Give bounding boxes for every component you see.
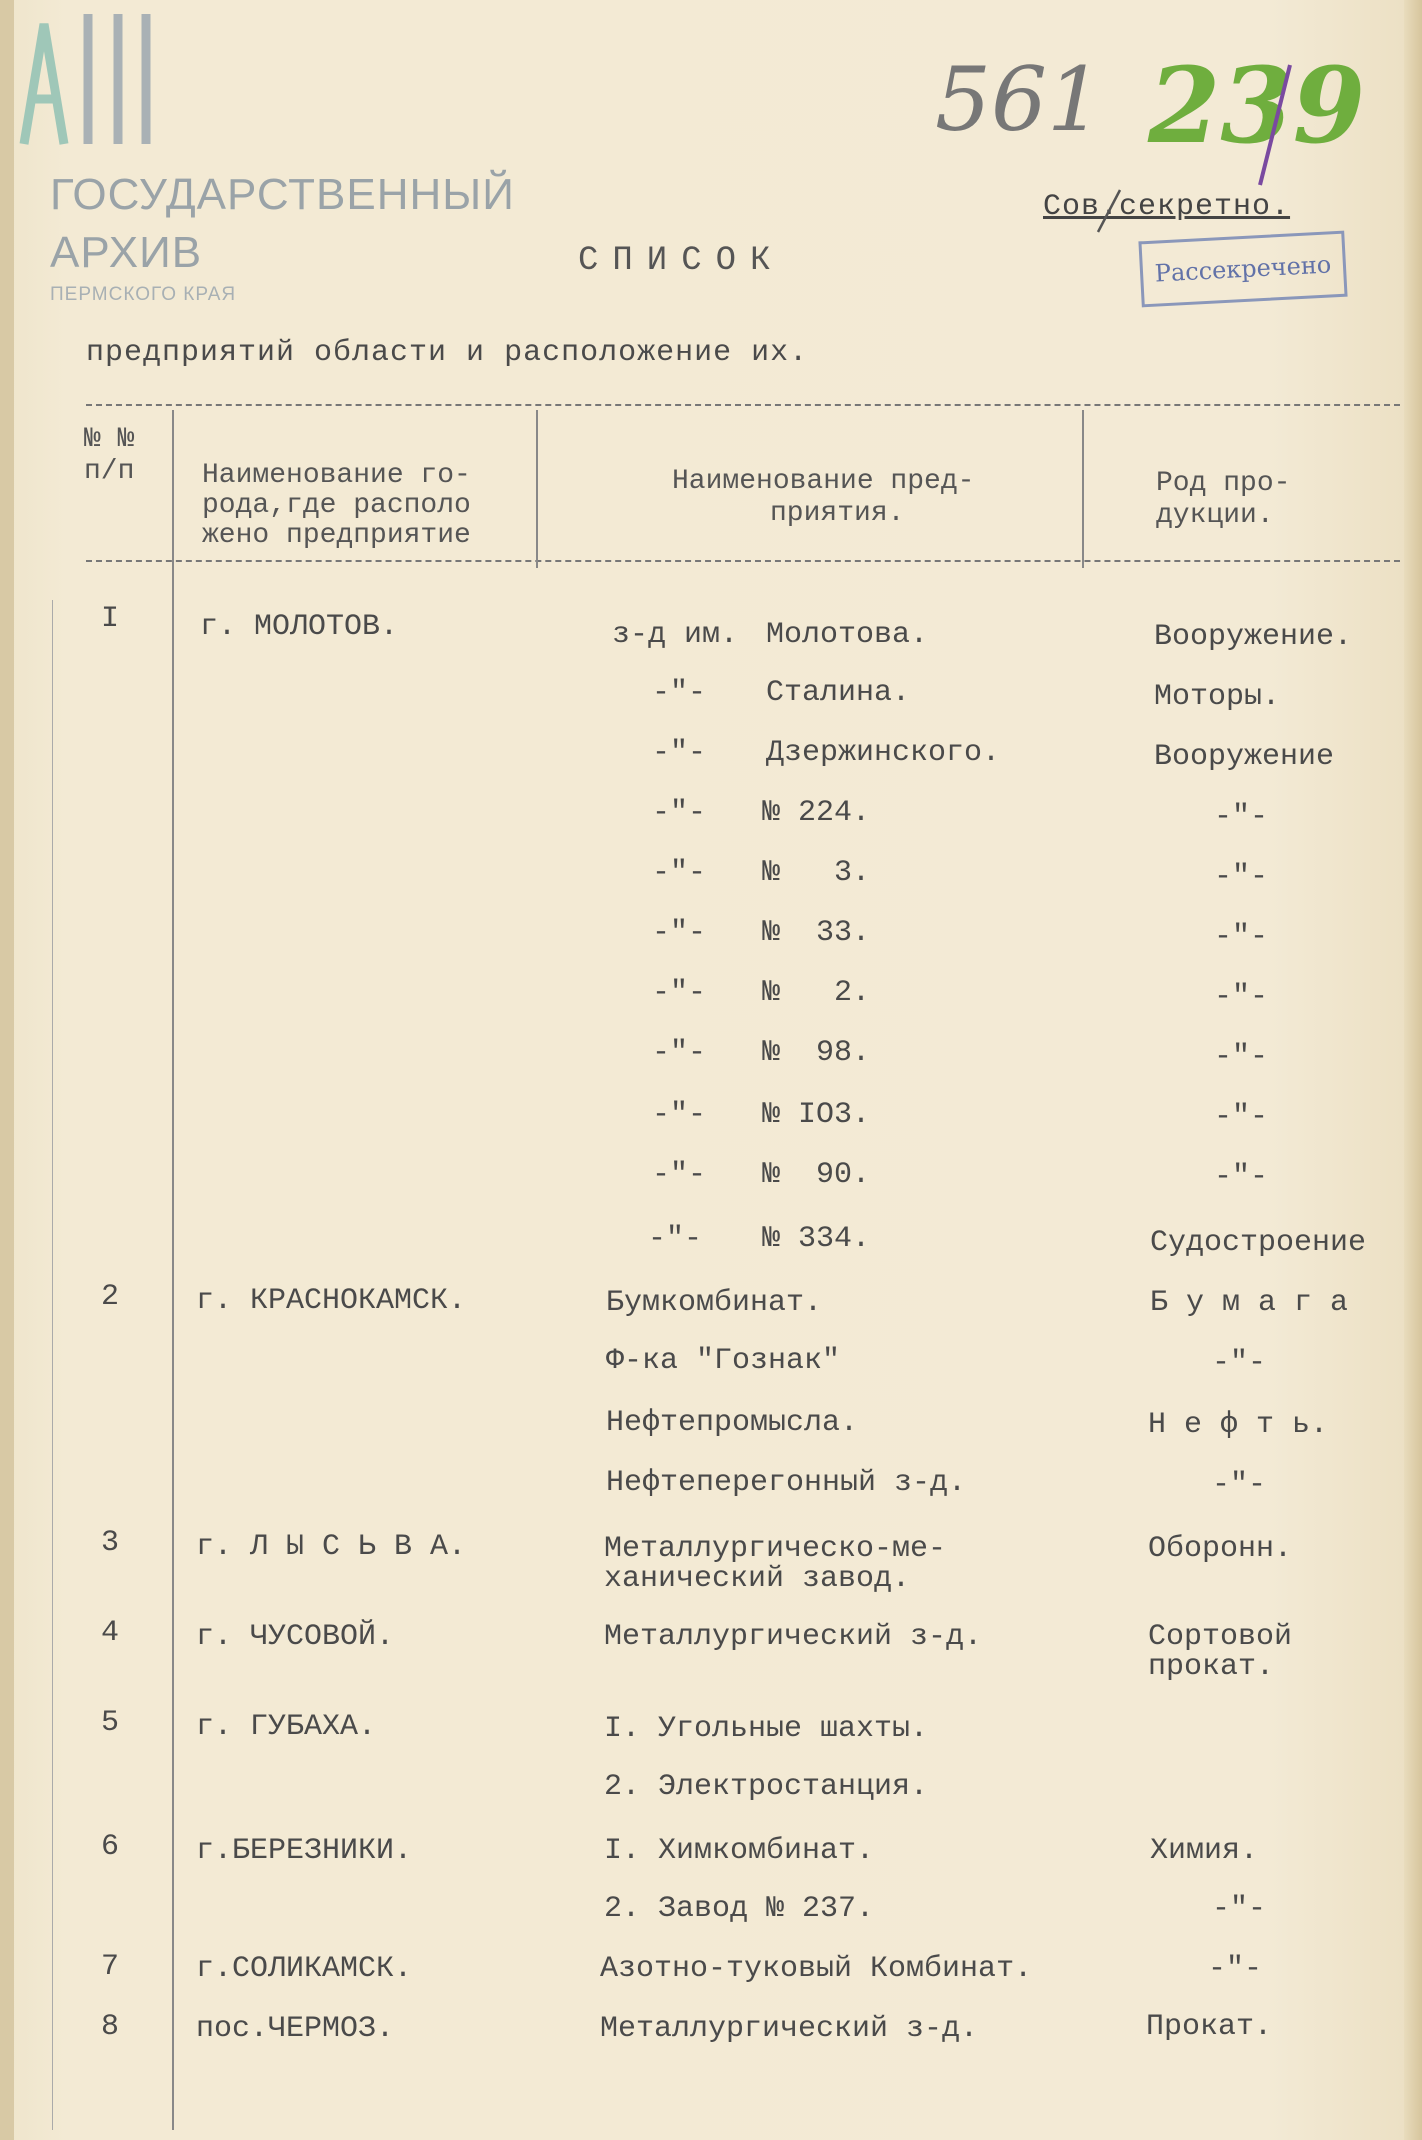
row-4-city: г. ЧУСОВОЙ. xyxy=(196,1620,395,1654)
archive-logo-icon xyxy=(6,4,156,154)
row-2-number: 2 xyxy=(100,1280,119,1314)
row-4-number: 4 xyxy=(100,1616,119,1650)
row-2-entry-2-product: -"- xyxy=(1212,1346,1267,1380)
archive-name-line2: АРХИВ xyxy=(50,228,203,277)
row-2-entry-2-name: Ф-ка "Гознак" xyxy=(606,1344,841,1378)
row-1-entry-9-product: -"- xyxy=(1214,1100,1269,1134)
row-1-entry-2-product: Моторы. xyxy=(1154,680,1281,714)
row-6-entry-1-product: Химия. xyxy=(1150,1834,1259,1868)
row-1-entry-1-product: Вооружение. xyxy=(1154,620,1353,654)
classification-strike-mark xyxy=(1090,186,1130,236)
row-8-number: 8 xyxy=(100,2010,119,2044)
row-1-entry-8-prefix: -"- xyxy=(652,1036,707,1070)
row-1-entry-3-prefix: -"- xyxy=(652,736,707,770)
row-1-entry-6-name: № 33. xyxy=(762,916,871,950)
row-5-city: г. ГУБАХА. xyxy=(196,1710,377,1744)
row-7-entry-1-product: -"- xyxy=(1208,1952,1263,1986)
row-6-entry-2-product: -"- xyxy=(1212,1892,1267,1926)
col-ent-header-line2: приятия. xyxy=(770,498,905,529)
row-1-entry-2-name: Сталина. xyxy=(766,676,911,710)
row-6-entry-1-name: I. Химкомбинат. xyxy=(604,1834,875,1868)
row-4-entry-1-product-line1: Сортовой xyxy=(1148,1620,1293,1654)
row-1-entry-8-product: -"- xyxy=(1214,1040,1269,1074)
row-1-entry-8-name: № 98. xyxy=(762,1036,871,1070)
table-top-rule xyxy=(86,404,1400,406)
col-prod-header-line1: Род про- xyxy=(1156,468,1291,499)
row-2-entry-4-name: Нефтеперегонный з-д. xyxy=(606,1466,967,1500)
row-1-entry-11-name: № 334. xyxy=(762,1222,871,1256)
col-city-header-line3: жено предприятие xyxy=(202,520,471,551)
handwritten-number-left: 561 xyxy=(935,48,1103,151)
page-right-edge xyxy=(1404,0,1422,2140)
classification-label: Сов.секретно. xyxy=(1043,190,1291,224)
row-1-entry-5-prefix: -"- xyxy=(652,856,707,890)
row-3-entry-1-name-line1: Металлургическо-ме- xyxy=(604,1532,947,1566)
row-1-entry-10-prefix: -"- xyxy=(652,1158,707,1192)
row-1-entry-3-product: Вооружение xyxy=(1154,740,1335,774)
row-7-city: г.СОЛИКАМСК. xyxy=(196,1952,413,1986)
column-divider-1 xyxy=(172,410,174,2130)
page-margin-line xyxy=(52,600,53,2130)
row-1-entry-4-product: -"- xyxy=(1214,800,1269,834)
row-5-entry-1-name: I. Угольные шахты. xyxy=(604,1712,929,1746)
document-title: СПИСОК xyxy=(578,242,785,280)
declassified-stamp: Рассекречено xyxy=(1138,231,1347,308)
archive-name-line3: ПЕРМСКОГО КРАЯ xyxy=(50,284,237,305)
document-subtitle: предприятий области и расположение их. xyxy=(86,336,809,370)
col-num-header-line2: п/п xyxy=(84,456,135,487)
row-6-number: 6 xyxy=(100,1830,119,1864)
row-3-city: г. Л Ы С Ь В А. xyxy=(196,1530,467,1564)
col-ent-header-line1: Наименование пред- xyxy=(672,466,975,497)
row-1-entry-6-prefix: -"- xyxy=(652,916,707,950)
column-divider-3 xyxy=(1082,410,1084,568)
row-1-entry-5-product: -"- xyxy=(1214,860,1269,894)
row-4-entry-1-name: Металлургический з-д. xyxy=(604,1620,983,1654)
row-1-entry-9-prefix: -"- xyxy=(652,1098,707,1132)
row-6-entry-2-name: 2. Завод № 237. xyxy=(604,1892,875,1926)
row-2-city: г. КРАСНОКАМСК. xyxy=(196,1284,467,1318)
row-8-entry-1-product: Прокат. xyxy=(1146,2010,1273,2044)
col-num-header-line1: № № xyxy=(84,424,135,455)
handwritten-strike-mark xyxy=(1240,60,1300,190)
row-7-number: 7 xyxy=(100,1950,119,1984)
row-1-entry-3-name: Дзержинского. xyxy=(766,736,1001,770)
row-1-entry-6-product: -"- xyxy=(1214,920,1269,954)
row-1-entry-10-name: № 90. xyxy=(762,1158,871,1192)
row-8-entry-1-name: Металлургический з-д. xyxy=(600,2012,979,2046)
row-1-number: I xyxy=(100,602,119,636)
row-1-city: г. МОЛОТОВ. xyxy=(200,610,399,644)
row-1-entry-11-product: Судостроение xyxy=(1150,1226,1367,1260)
row-1-entry-7-name: № 2. xyxy=(762,976,871,1010)
table-header-rule xyxy=(86,560,1400,562)
row-3-number: 3 xyxy=(100,1526,119,1560)
row-2-entry-4-product: -"- xyxy=(1212,1468,1267,1502)
row-1-entry-7-product: -"- xyxy=(1214,980,1269,1014)
row-1-entry-4-name: № 224. xyxy=(762,796,871,830)
row-2-entry-3-name: Нефтепромысла. xyxy=(606,1406,859,1440)
row-3-entry-1-name-line2: ханический завод. xyxy=(604,1562,911,1596)
col-prod-header-line2: дукции. xyxy=(1156,500,1274,531)
row-6-city: г.БЕРЕЗНИКИ. xyxy=(196,1834,413,1868)
row-4-entry-1-product-line2: прокат. xyxy=(1148,1650,1275,1684)
row-1-entry-10-product: -"- xyxy=(1214,1160,1269,1194)
row-3-entry-1-product: Оборонн. xyxy=(1148,1532,1293,1566)
row-5-number: 5 xyxy=(100,1706,119,1740)
row-1-entry-9-name: № IO3. xyxy=(762,1098,871,1132)
col-city-header-line2: рода,где располо xyxy=(202,490,471,521)
row-7-entry-1-name: Азотно-туковый Комбинат. xyxy=(600,1952,1033,1986)
row-1-entry-4-prefix: -"- xyxy=(652,796,707,830)
archive-name-line1: ГОСУДАРСТВЕННЫЙ xyxy=(50,170,515,219)
row-8-city: пос.ЧЕРМОЗ. xyxy=(196,2012,395,2046)
row-2-entry-1-name: Бумкомбинат. xyxy=(606,1286,823,1320)
row-1-entry-1-prefix: з-д им. xyxy=(612,618,739,652)
row-5-entry-2-name: 2. Электростанция. xyxy=(604,1770,929,1804)
column-divider-2 xyxy=(536,410,538,568)
page-left-edge xyxy=(0,0,14,2140)
handwritten-number-right: 239 xyxy=(1148,44,1366,167)
row-2-entry-1-product: Б у м а г а xyxy=(1150,1286,1349,1320)
document-page xyxy=(10,0,1408,2140)
row-1-entry-7-prefix: -"- xyxy=(652,976,707,1010)
row-1-entry-2-prefix: -"- xyxy=(652,676,707,710)
row-1-entry-5-name: № 3. xyxy=(762,856,871,890)
col-city-header-line1: Наименование го- xyxy=(202,460,471,491)
row-1-entry-11-prefix: -"- xyxy=(648,1222,703,1256)
row-2-entry-3-product: Н е ф т ь. xyxy=(1148,1408,1329,1442)
row-1-entry-1-name: Молотова. xyxy=(766,618,929,652)
